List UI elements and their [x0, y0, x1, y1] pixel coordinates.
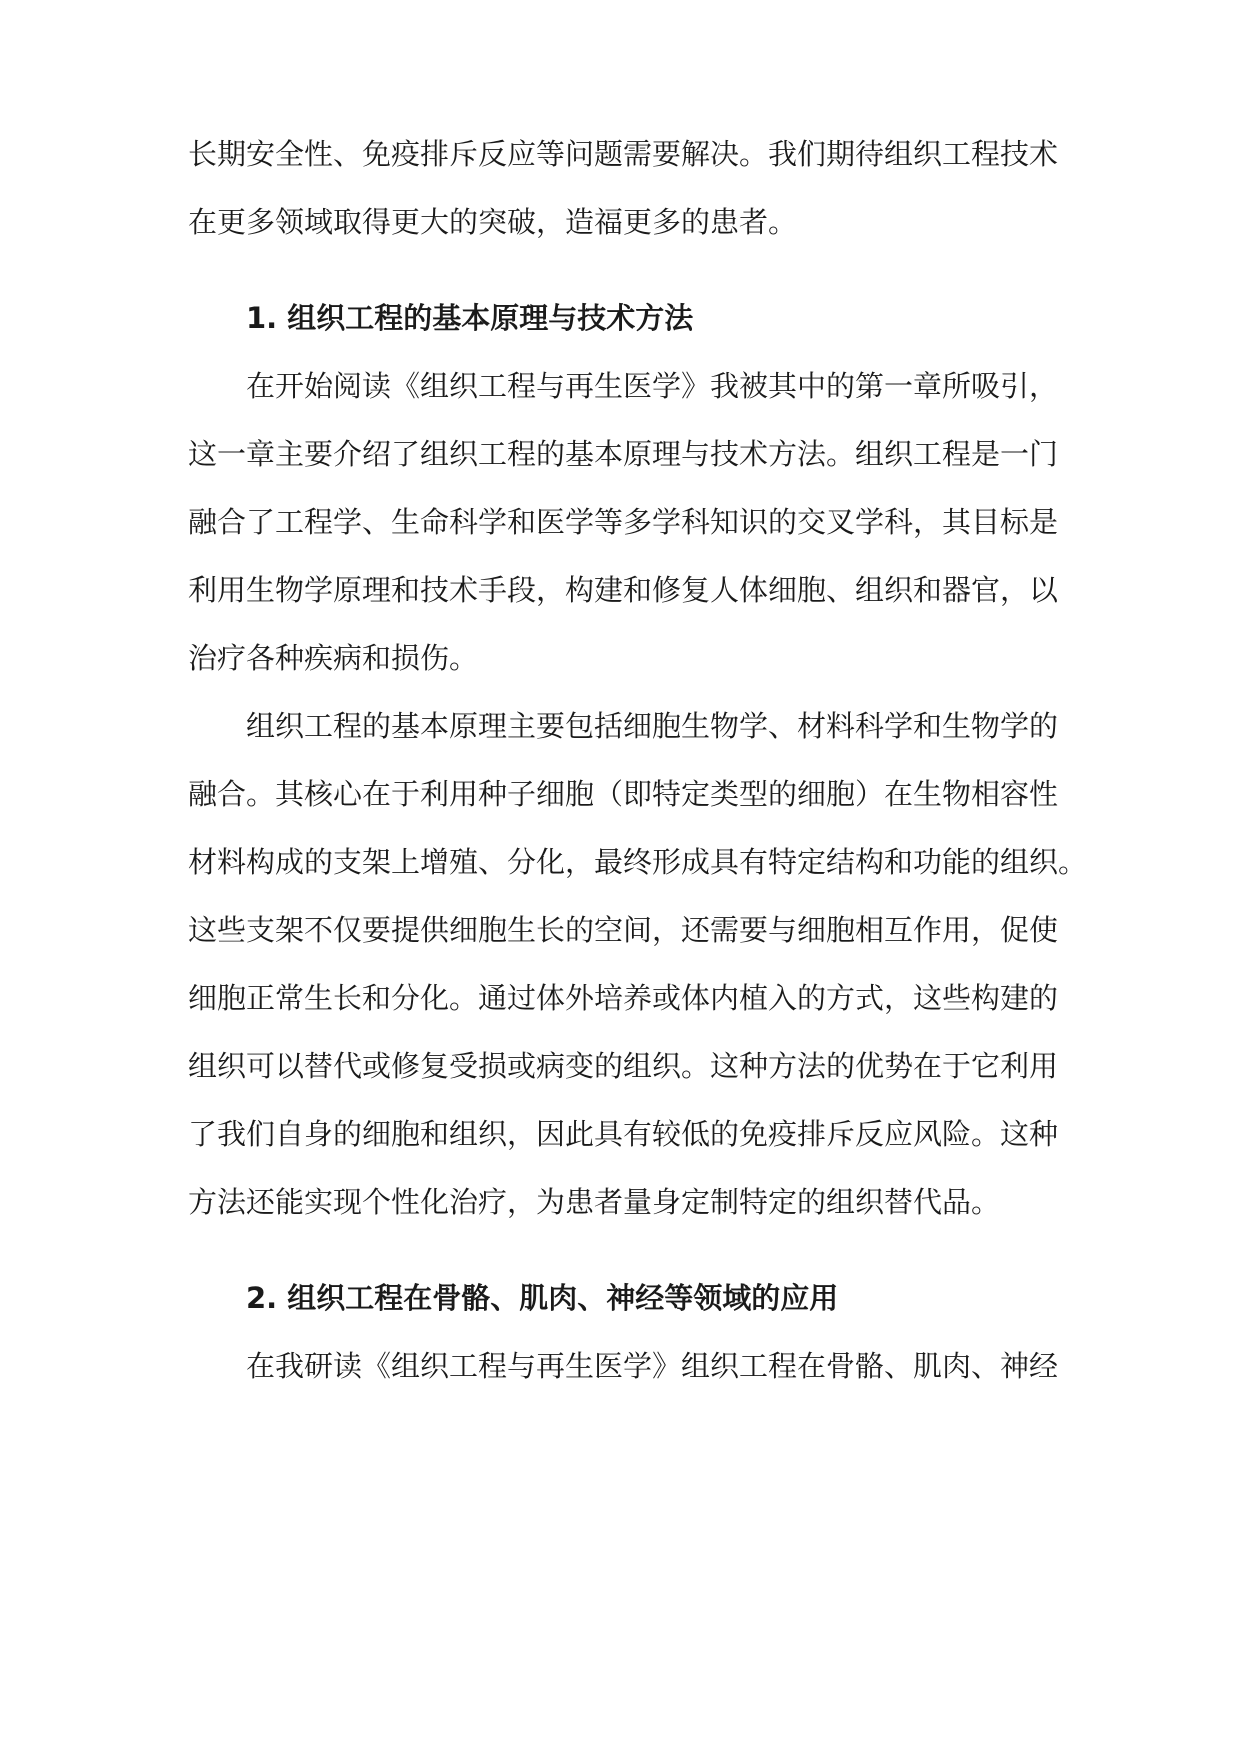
s1-p1-line-3: 融合了工程学、生命科学和医学等多学科知识的交叉学科，其目标是: [188, 505, 1059, 539]
s1-p2-line-6: 组织可以替代或修复受损或病变的组织。这种方法的优势在于它利用: [188, 1049, 1059, 1083]
intro-line-2: 在更多领域取得更大的突破，造福更多的患者。: [188, 205, 798, 239]
s1-p2-line-5: 细胞正常生长和分化。通过体外培养或体内植入的方式，这些构建的: [188, 981, 1059, 1015]
s1-p2-line-1: 组织工程的基本原理主要包括细胞生物学、材料科学和生物学的: [246, 709, 1059, 743]
s1-p2-line-3: 材料构成的支架上增殖、分化，最终形成具有特定结构和功能的组织。: [188, 845, 1088, 879]
s1-p2-line-2: 融合。其核心在于利用种子细胞（即特定类型的细胞）在生物相容性: [188, 777, 1059, 811]
intro-line-1: 长期安全性、免疫排斥反应等问题需要解决。我们期待组织工程技术: [188, 137, 1059, 171]
s1-p2-line-4: 这些支架不仅要提供细胞生长的空间，还需要与细胞相互作用，促使: [188, 913, 1059, 947]
s2-p1-line-1: 在我研读《组织工程与再生医学》组织工程在骨骼、肌肉、神经: [246, 1349, 1059, 1383]
s1-p1-line-4: 利用生物学原理和技术手段，构建和修复人体细胞、组织和器官，以: [188, 573, 1059, 607]
s1-p1-line-1: 在开始阅读《组织工程与再生医学》我被其中的第一章所吸引，: [246, 369, 1059, 403]
s1-p2-line-7: 了我们自身的细胞和组织，因此具有较低的免疫排斥反应风险。这种: [188, 1117, 1059, 1151]
section-1-heading: 1. 组织工程的基本原理与技术方法: [246, 301, 694, 335]
s1-p2-line-8: 方法还能实现个性化治疗，为患者量身定制特定的组织替代品。: [188, 1185, 1001, 1219]
s1-p1-line-2: 这一章主要介绍了组织工程的基本原理与技术方法。组织工程是一门: [188, 437, 1059, 471]
s1-p1-line-5: 治疗各种疾病和损伤。: [188, 641, 479, 675]
section-2-heading: 2. 组织工程在骨骼、肌肉、神经等领域的应用: [246, 1281, 839, 1315]
